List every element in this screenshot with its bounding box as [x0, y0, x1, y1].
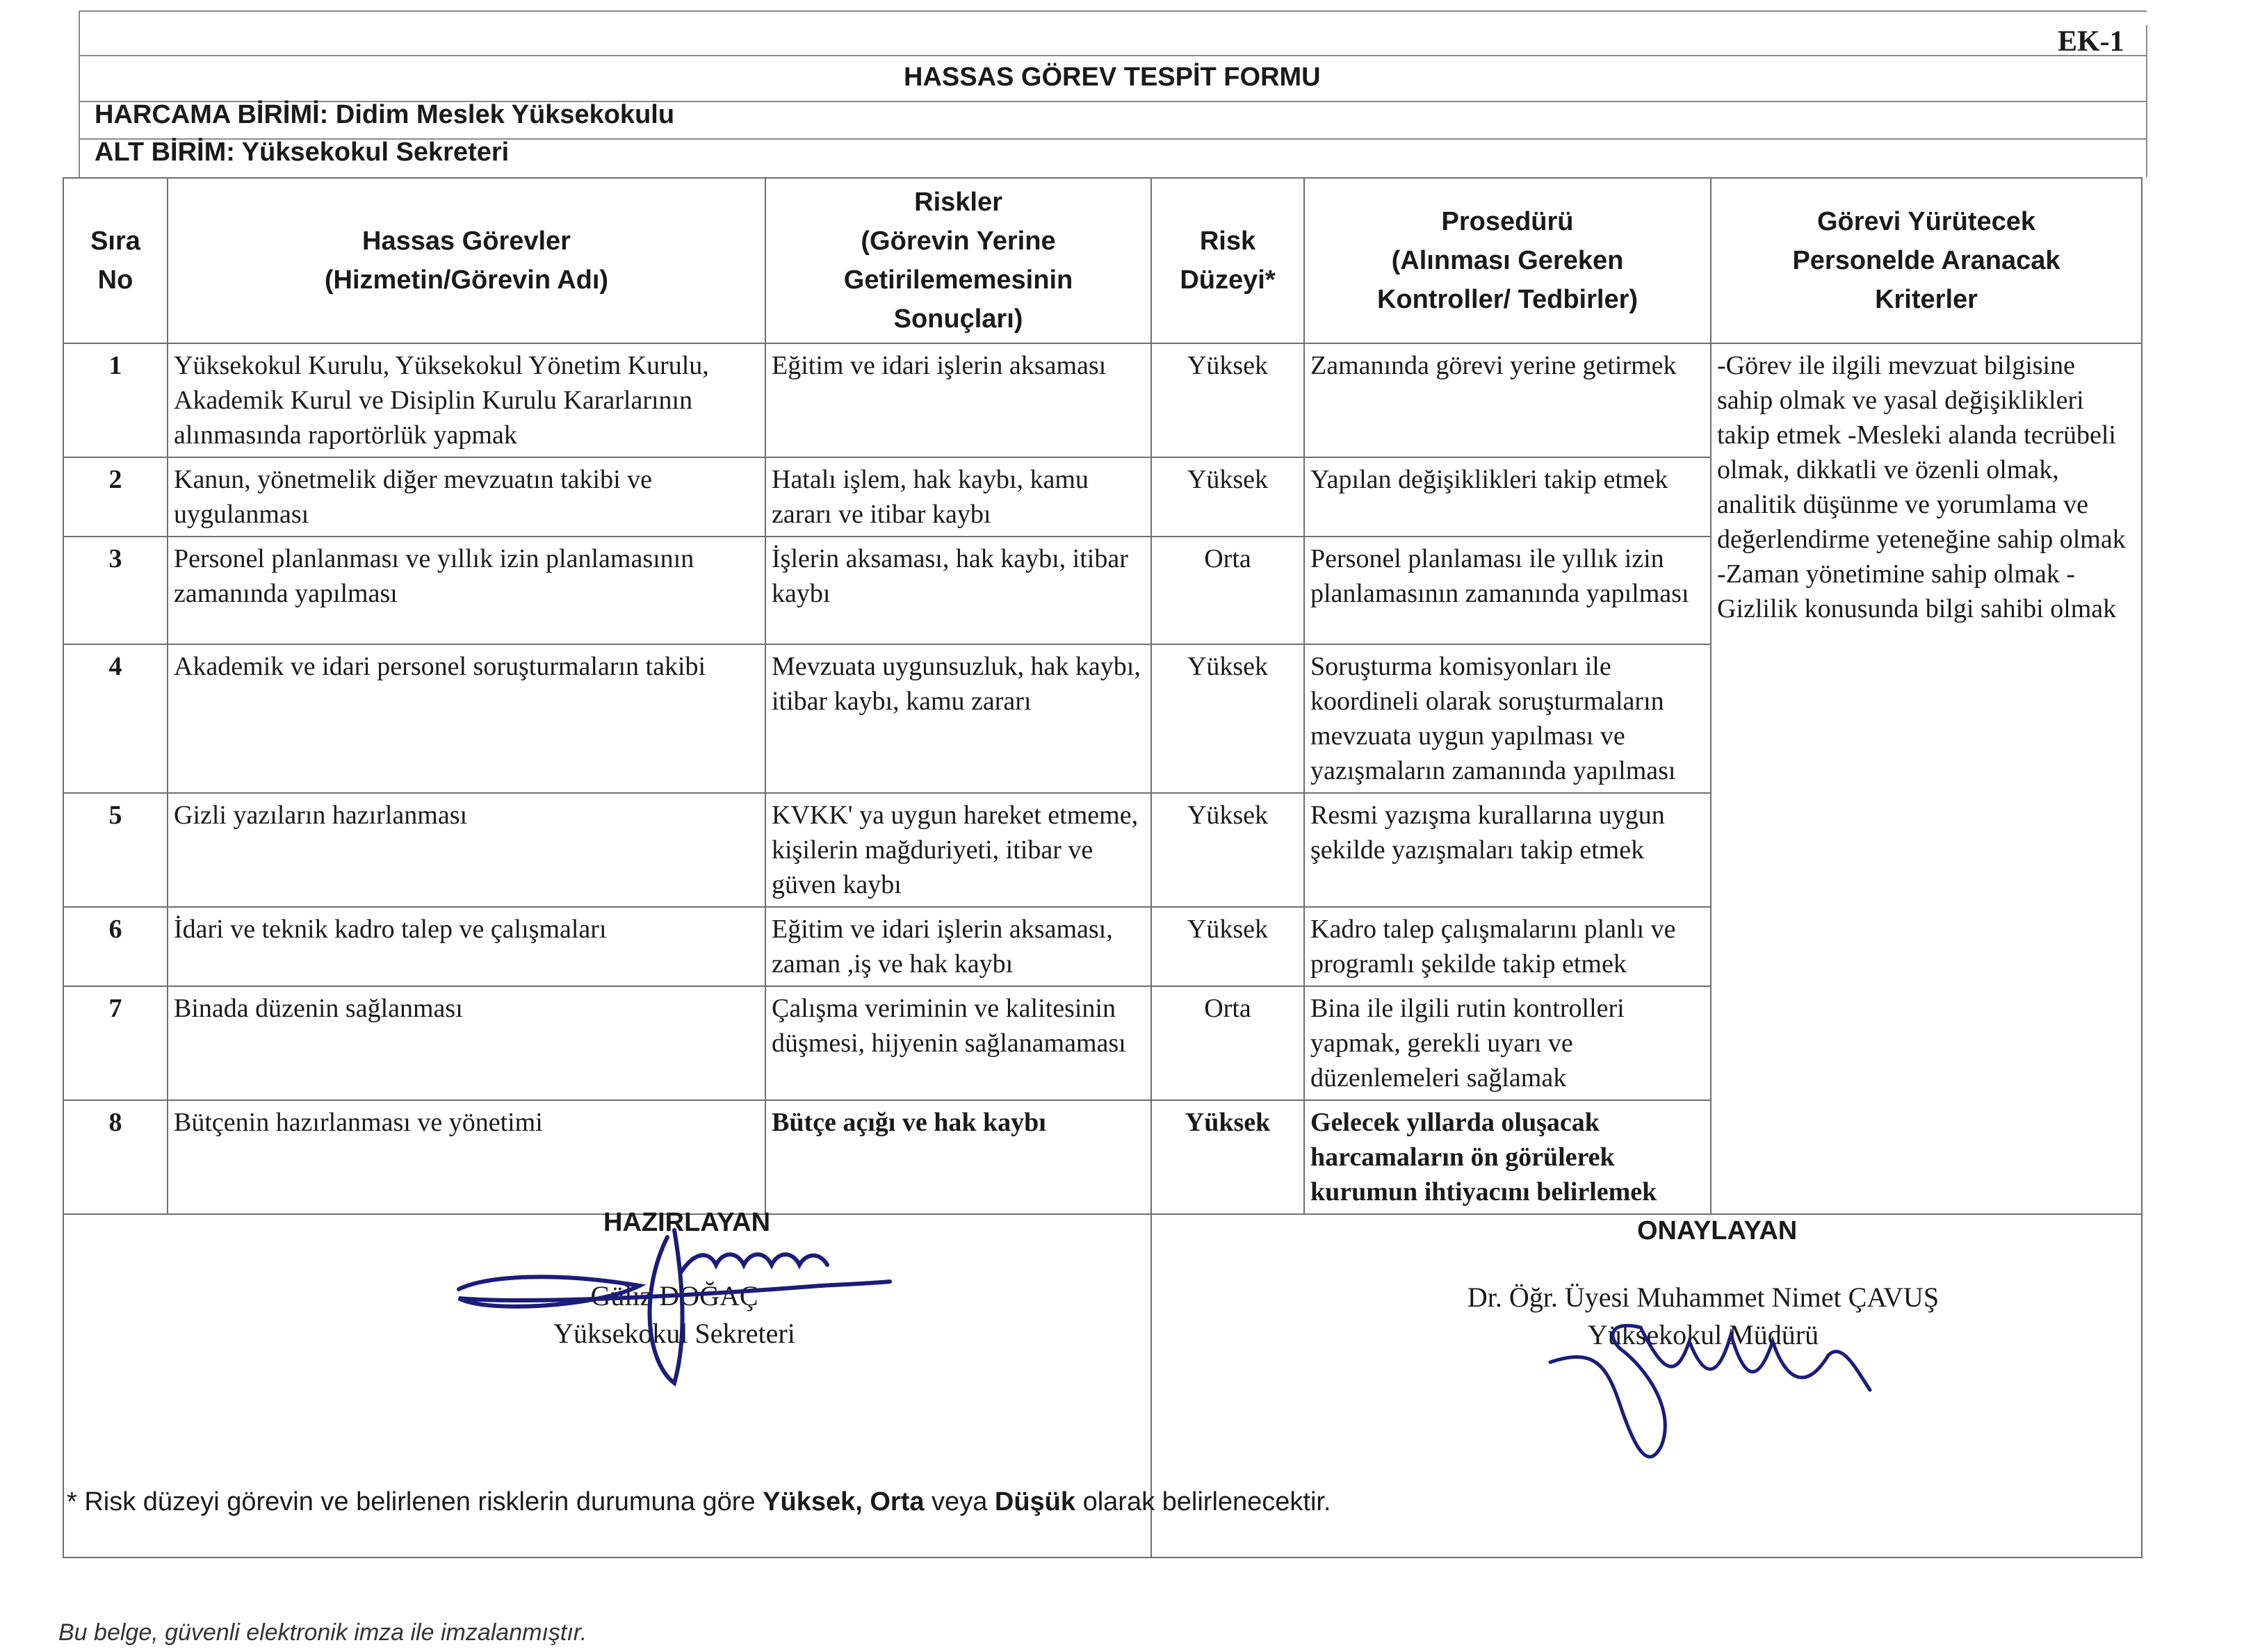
sub-unit-label: ALT BİRİM: — [95, 138, 235, 167]
row-risk: Hatalı işlem, hak kaybı, kamu zararı ve itibar kaybı — [765, 457, 1151, 537]
row-risk-level: Yüksek — [1151, 644, 1304, 793]
personnel-criteria: -Görev ile ilgili mevzuat bilgisine sahip olmak ve yasal değişiklikleri takip etmek -Mesleki alanda tecrübeli olmak, dikkatli ve özenli olmak, analitik düşünme ve yorumlama ve değerlendirme yeteneğine sahip olmak -Zaman yönetimine sahip olmak -Gizlilik konusunda bilgi sahibi olmak — [1711, 343, 2142, 1214]
row-risk: Çalışma veriminin ve kalitesinin düşmesi, hijyenin sağlanamaması — [765, 986, 1151, 1100]
row-procedure: Personel planlaması ile yıllık izin planlamasının zamanında yapılması — [1304, 537, 1711, 644]
prepared-signature — [431, 1209, 932, 1390]
row-no: 5 — [63, 793, 168, 907]
spending-unit-label: HARCAMA BİRİMİ: — [95, 100, 329, 129]
row-risk: Eğitim ve idari işlerin aksaması, zaman ,iş ve hak kaybı — [765, 907, 1151, 986]
row-task: Yüksekokul Kurulu, Yüksekokul Yönetim Kurulu, Akademik Kurul ve Disiplin Kurulu Kararlarının alınmasında raportörlük yapmak — [168, 343, 765, 457]
annex-label: EK-1 — [2058, 26, 2124, 58]
row-no: 2 — [63, 457, 168, 537]
row-risk: Bütçe açığı ve hak kaybı — [765, 1100, 1151, 1214]
row-risk: Eğitim ve idari işlerin aksaması — [765, 343, 1151, 457]
row-risk-level: Orta — [1151, 986, 1304, 1100]
col-header-criteria: Görevi Yürütecek Personelde Aranacak Kriterler — [1711, 178, 2142, 343]
row-risk-level: Yüksek — [1151, 457, 1304, 537]
row-risk-level: Yüksek — [1151, 907, 1304, 986]
footnote-levels: Yüksek, Orta — [763, 1487, 925, 1516]
row-task: İdari ve teknik kadro talep ve çalışmaları — [168, 907, 765, 986]
risk-level-footnote — [67, 1487, 1331, 1517]
row-risk-level: Yüksek — [1151, 1100, 1304, 1214]
row-procedure: Zamanında görevi yerine getirmek — [1304, 343, 1711, 457]
row-risk-level: Yüksek — [1151, 793, 1304, 907]
sub-unit-value: Yüksekokul Sekreteri — [241, 138, 510, 167]
row-risk: Mevzuata uygunsuzluk, hak kaybı, itibar kaybı, kamu zararı — [765, 644, 1151, 793]
row-procedure: Kadro talep çalışmalarını planlı ve programlı şekilde takip etmek — [1304, 907, 1711, 986]
row-no: 7 — [63, 986, 168, 1100]
row-task: Personel planlanması ve yıllık izin planlamasının zamanında yapılması — [168, 537, 765, 644]
prepared-by-name: Güliz DOĞAÇ — [590, 1280, 758, 1311]
prepared-by-title: HAZIRLAYAN — [603, 1208, 771, 1237]
row-procedure: Yapılan değişiklikleri takip etmek — [1304, 457, 1711, 537]
row-risk: İşlerin aksaması, hak kaybı, itibar kaybı — [765, 537, 1151, 644]
row-task: Binada düzenin sağlanması — [168, 986, 765, 1100]
row-task: Akademik ve idari personel soruşturmaların takibi — [168, 644, 765, 793]
footnote-prefix: * Risk düzeyi görevin ve belirlenen risklerin durumuna göre — [67, 1487, 763, 1516]
form-title: HASSAS GÖREV TESPİT FORMU — [904, 63, 1321, 92]
row-procedure: Soruşturma komisyonları ile koordineli olarak soruşturmaların mevzuata uygun yapılması ve yazışmaların zamanında yapılması — [1304, 644, 1711, 793]
row-task: Gizli yazıların hazırlanması — [168, 793, 765, 907]
table-row — [63, 343, 2142, 457]
footnote-suffix: olarak belirlenecektir. — [1075, 1487, 1331, 1516]
row-procedure: Resmi yazışma kurallarına uygun şekilde yazışmaları takip etmek — [1304, 793, 1711, 907]
row-no: 4 — [63, 644, 168, 793]
row-task: Kanun, yönetmelik diğer mevzuatın takibi ve uygulanması — [168, 457, 765, 537]
approved-by-name: Dr. Öğr. Üyesi Muhammet Nimet ÇAVUŞ — [1467, 1282, 1940, 1313]
approved-signature — [1543, 1265, 1905, 1487]
row-procedure: Bina ile ilgili rutin kontrolleri yapmak, gerekli uyarı ve düzenlemeleri sağlamak — [1304, 986, 1711, 1100]
row-risk-level: Yüksek — [1151, 343, 1304, 457]
col-header-procedure: Prosedürü (Alınması Gereken Kontroller/ Tedbirler) — [1304, 178, 1711, 343]
row-risk: KVKK' ya uygun hareket etmeme, kişilerin mağduriyeti, itibar ve güven kaybı — [765, 793, 1151, 907]
row-no: 6 — [63, 907, 168, 986]
row-task: Bütçenin hazırlanması ve yönetimi — [168, 1100, 765, 1214]
sub-unit — [95, 138, 509, 167]
spending-unit — [95, 100, 674, 130]
footnote-low: Düşük — [994, 1487, 1076, 1516]
footnote-middle: veya — [924, 1487, 995, 1516]
col-header-no: Sıra No — [63, 178, 168, 343]
e-signature-note: Bu belge, güvenli elektronik imza ile imzalanmıştır. — [58, 1619, 587, 1646]
col-header-task: Hassas Görevler (Hizmetin/Görevin Adı) — [168, 178, 765, 343]
approved-by-role: Yüksekokul Müdürü — [1587, 1319, 1819, 1350]
prepared-by-role: Yüksekokul Sekreteri — [553, 1318, 795, 1349]
row-no: 8 — [63, 1100, 168, 1214]
row-procedure: Gelecek yıllarda oluşacak harcamaların ön görülerek kurumun ihtiyacını belirlemek — [1304, 1100, 1711, 1214]
col-header-level: Risk Düzeyi* — [1151, 178, 1304, 343]
table-header-row — [63, 178, 2142, 343]
col-header-risk: Riskler (Görevin Yerine Getirilememesinin Sonuçları) — [765, 178, 1151, 343]
row-no: 1 — [63, 343, 168, 457]
approved-by-title: ONAYLAYAN — [1637, 1216, 1798, 1245]
spending-unit-value: Didim Meslek Yüksekokulu — [335, 100, 675, 129]
row-no: 3 — [63, 537, 168, 644]
row-risk-level: Orta — [1151, 537, 1304, 644]
